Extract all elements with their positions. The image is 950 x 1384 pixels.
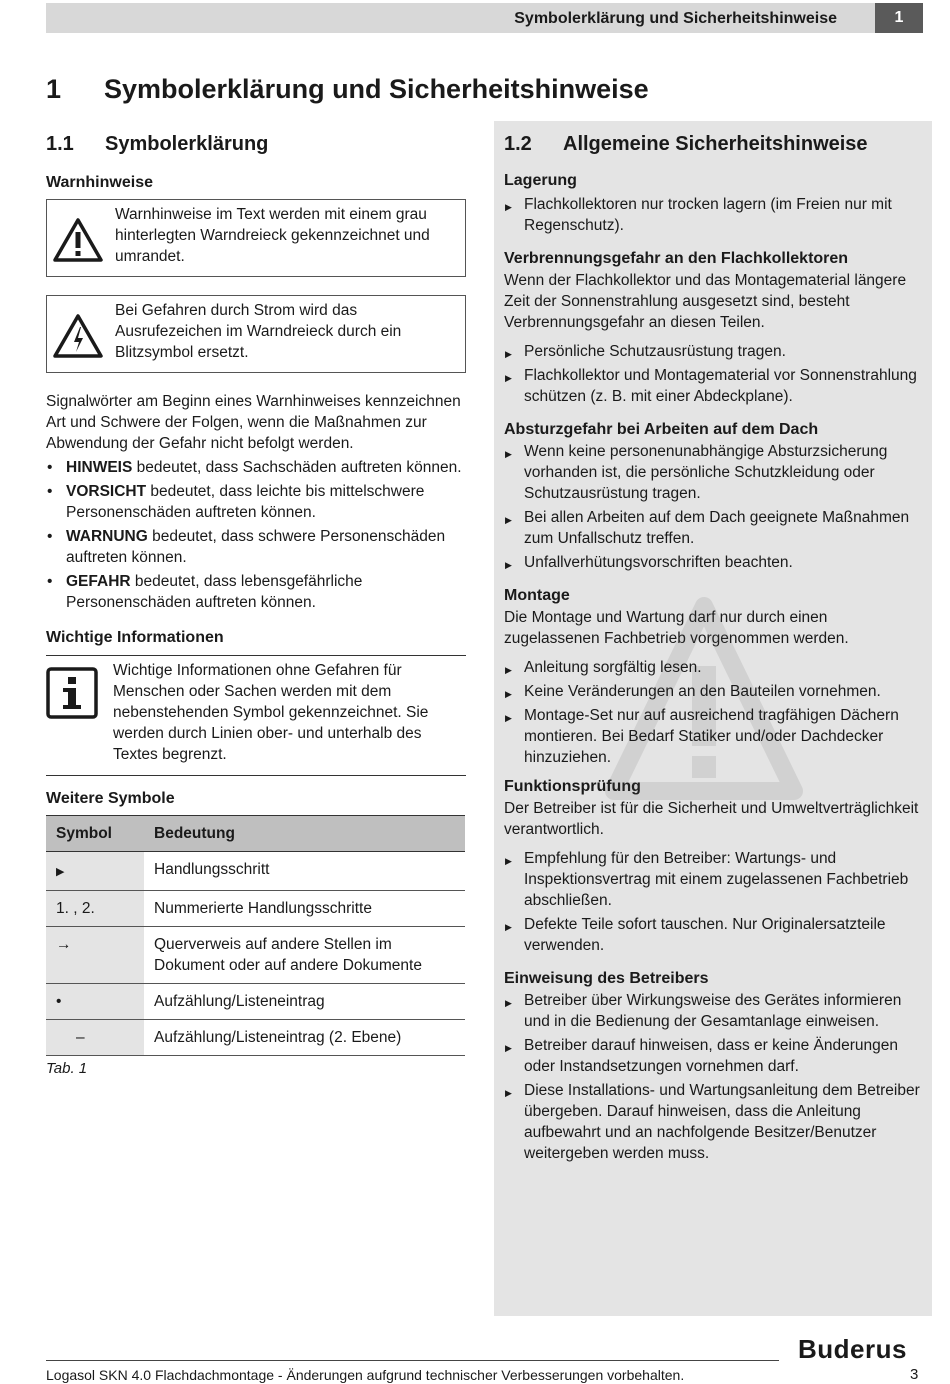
footer-divider: [46, 1360, 779, 1361]
section-heading: Einweisung des Betreibers: [504, 970, 709, 987]
info-text: Wichtige Informationen ohne Gefahren für Menschen oder Sachen werden mit dem nebenstehenden Symbol gekennzeichnet. Sie werden durch Linien ober- und unterhalb des Textes begrenzt.: [113, 662, 429, 763]
verbrennung-section: [504, 250, 922, 407]
warning-box-text: Warnhinweise im Text werden mit einem grau hinterlegten Warndreieck gekennzeichnet und umrandet.: [115, 206, 430, 265]
list-item: ▶ Betreiber über Wirkungsweise des Gerätes informieren und in die Bedienung der Gesamtanlage einweisen.: [504, 990, 922, 1032]
section-heading: Absturzgefahr bei Arbeiten auf dem Dach: [504, 421, 819, 438]
electric-warning-box: [46, 295, 466, 373]
list-item: ▶ Diese Installations- und Wartungsanleitung dem Betreiber übergeben. Darauf hinweisen, dass die Anleitung aufbewahrt und an nachfolgende Besitzer/Benutzer weitergeben werden muss.: [504, 1080, 922, 1164]
chapter-title-text: Symbolerklärung und Sicherheitshinweise: [104, 74, 649, 104]
warnhinweise-heading: Warnhinweise: [46, 174, 153, 191]
header-title: Symbolerklärung und Sicherheitshinweise: [514, 10, 837, 27]
list-item: ▶ Betreiber darauf hinweisen, dass er keine Änderungen oder Instandsetzungen vornehmen darf.: [504, 1035, 922, 1077]
einweisung-section: [504, 970, 922, 1164]
more-symbols-heading: Weitere Symbole: [46, 790, 175, 807]
section-1-1: [46, 133, 466, 1077]
list-item: • HINWEIS bedeutet, dass Sachschäden auftreten können.: [46, 457, 466, 478]
info-box: [46, 655, 466, 776]
list-item: • WARNUNG bedeutet, dass schwere Personenschäden auftreten können.: [46, 526, 466, 568]
section-heading: Verbrennungsgefahr an den Flachkollektoren: [504, 250, 849, 267]
header-bar: [46, 3, 923, 33]
list-item: • VORSICHT bedeutet, dass leichte bis mittelschwere Personenschäden auftreten können.: [46, 481, 466, 523]
chapter-title: [46, 74, 649, 105]
signal-intro: Signalwörter am Beginn eines Warnhinweises kennzeichnen Art und Schwere der Folgen, wenn die Maßnahmen zur Abwendung der Gefahr nicht befolgt werden.: [46, 393, 461, 452]
signal-list: [46, 457, 466, 613]
section-1-2-title: [504, 133, 922, 156]
section-title: Symbolerklärung: [105, 133, 269, 155]
chapter-number: 1: [46, 74, 62, 104]
electric-warning-triangle-icon: [47, 296, 109, 372]
table-row: – Aufzählung/Listeneintrag (2. Ebene): [46, 1020, 465, 1056]
table-row: ▶ Handlungsschritt: [46, 852, 465, 891]
list-item: ▶ Keine Veränderungen an den Bauteilen vornehmen.: [504, 681, 922, 702]
list-item: ▶ Unfallverhütungsvorschriften beachten.: [504, 552, 922, 573]
list-item: ▶ Flachkollektor und Montagematerial vor Sonnenstrahlung schützen (z. B. mit einer Abdeckplane).: [504, 365, 922, 407]
buderus-logo: Buderus: [798, 1334, 907, 1364]
section-title: Allgemeine Sicherheitshinweise: [563, 133, 868, 155]
info-heading: Wichtige Informationen: [46, 629, 224, 646]
footer-text: Logasol SKN 4.0 Flachdachmontage - Änderungen aufgrund technischer Verbesserungen vorbehalten.: [46, 1367, 685, 1383]
section-text: Wenn der Flachkollektor und das Montagematerial längere Zeit der Sonnenstrahlung ausgesetzt sind, besteht Verbrennungsgefahr an diesen Teilen.: [504, 272, 907, 331]
table-caption: Tab. 1: [46, 1060, 88, 1077]
section-heading: Montage: [504, 587, 570, 604]
section-text: Der Betreiber ist für die Sicherheit und Umweltverträglichkeit verantwortlich.: [504, 800, 919, 838]
table-row: • Aufzählung/Listeneintrag: [46, 984, 465, 1020]
electric-warning-text: Bei Gefahren durch Strom wird das Ausrufezeichen im Warndreieck durch ein Blitzsymbol ersetzt.: [115, 302, 402, 361]
warning-triangle-icon: [47, 200, 109, 276]
info-icon: [46, 660, 113, 765]
list-item: ▶ Anleitung sorgfältig lesen.: [504, 657, 922, 678]
lagerung-section: [504, 172, 922, 236]
section-text: Die Montage und Wartung darf nur durch einen zugelassenen Fachbetrieb vorgenommen werden.: [504, 609, 849, 647]
list-item: ▶ Wenn keine personenunabhängige Absturzsicherung vorhanden ist, die persönliche Schutzkleidung oder Schutzausrüstung tragen.: [504, 441, 922, 504]
absturz-section: [504, 421, 922, 573]
section-1-1-title: [46, 133, 466, 156]
warning-box: [46, 199, 466, 277]
table-row: → Querverweis auf andere Stellen im Dokument oder auf andere Dokumente: [46, 927, 465, 984]
page-number: 3: [910, 1366, 919, 1383]
list-item: ▶ Bei allen Arbeiten auf dem Dach geeignete Maßnahmen zum Unfallschutz treffen.: [504, 507, 922, 549]
list-item: ▶ Defekte Teile sofort tauschen. Nur Originalersatzteile verwenden.: [504, 914, 922, 956]
list-item: ▶ Montage-Set nur auf ausreichend tragfähigen Dächern montieren. Bei Bedarf Statiker und/oder Dachdecker hinzuziehen.: [504, 705, 922, 768]
list-item: • GEFAHR bedeutet, dass lebensgefährliche Personenschäden auftreten können.: [46, 571, 466, 613]
header-chapter-number: 1: [875, 3, 923, 33]
section-1-2: [494, 121, 932, 1316]
list-item: ▶ Empfehlung für den Betreiber: Wartungs- und Inspektionsvertrag mit einem zugelassenen Fachbetrieb abschließen.: [504, 848, 922, 911]
section-number: 1.1: [46, 133, 74, 155]
table-header-symbol: Symbol: [46, 816, 144, 852]
section-heading: Lagerung: [504, 172, 577, 189]
symbols-table: [46, 815, 465, 1056]
section-heading: Funktionsprüfung: [504, 778, 641, 795]
table-row: 1. , 2. Nummerierte Handlungsschritte: [46, 891, 465, 927]
section-number: 1.2: [504, 133, 532, 155]
list-item: ▶ Persönliche Schutzausrüstung tragen.: [504, 341, 922, 362]
table-header-meaning: Bedeutung: [144, 816, 465, 852]
list-item: ▶ Flachkollektoren nur trocken lagern (im Freien nur mit Regenschutz).: [504, 194, 922, 236]
